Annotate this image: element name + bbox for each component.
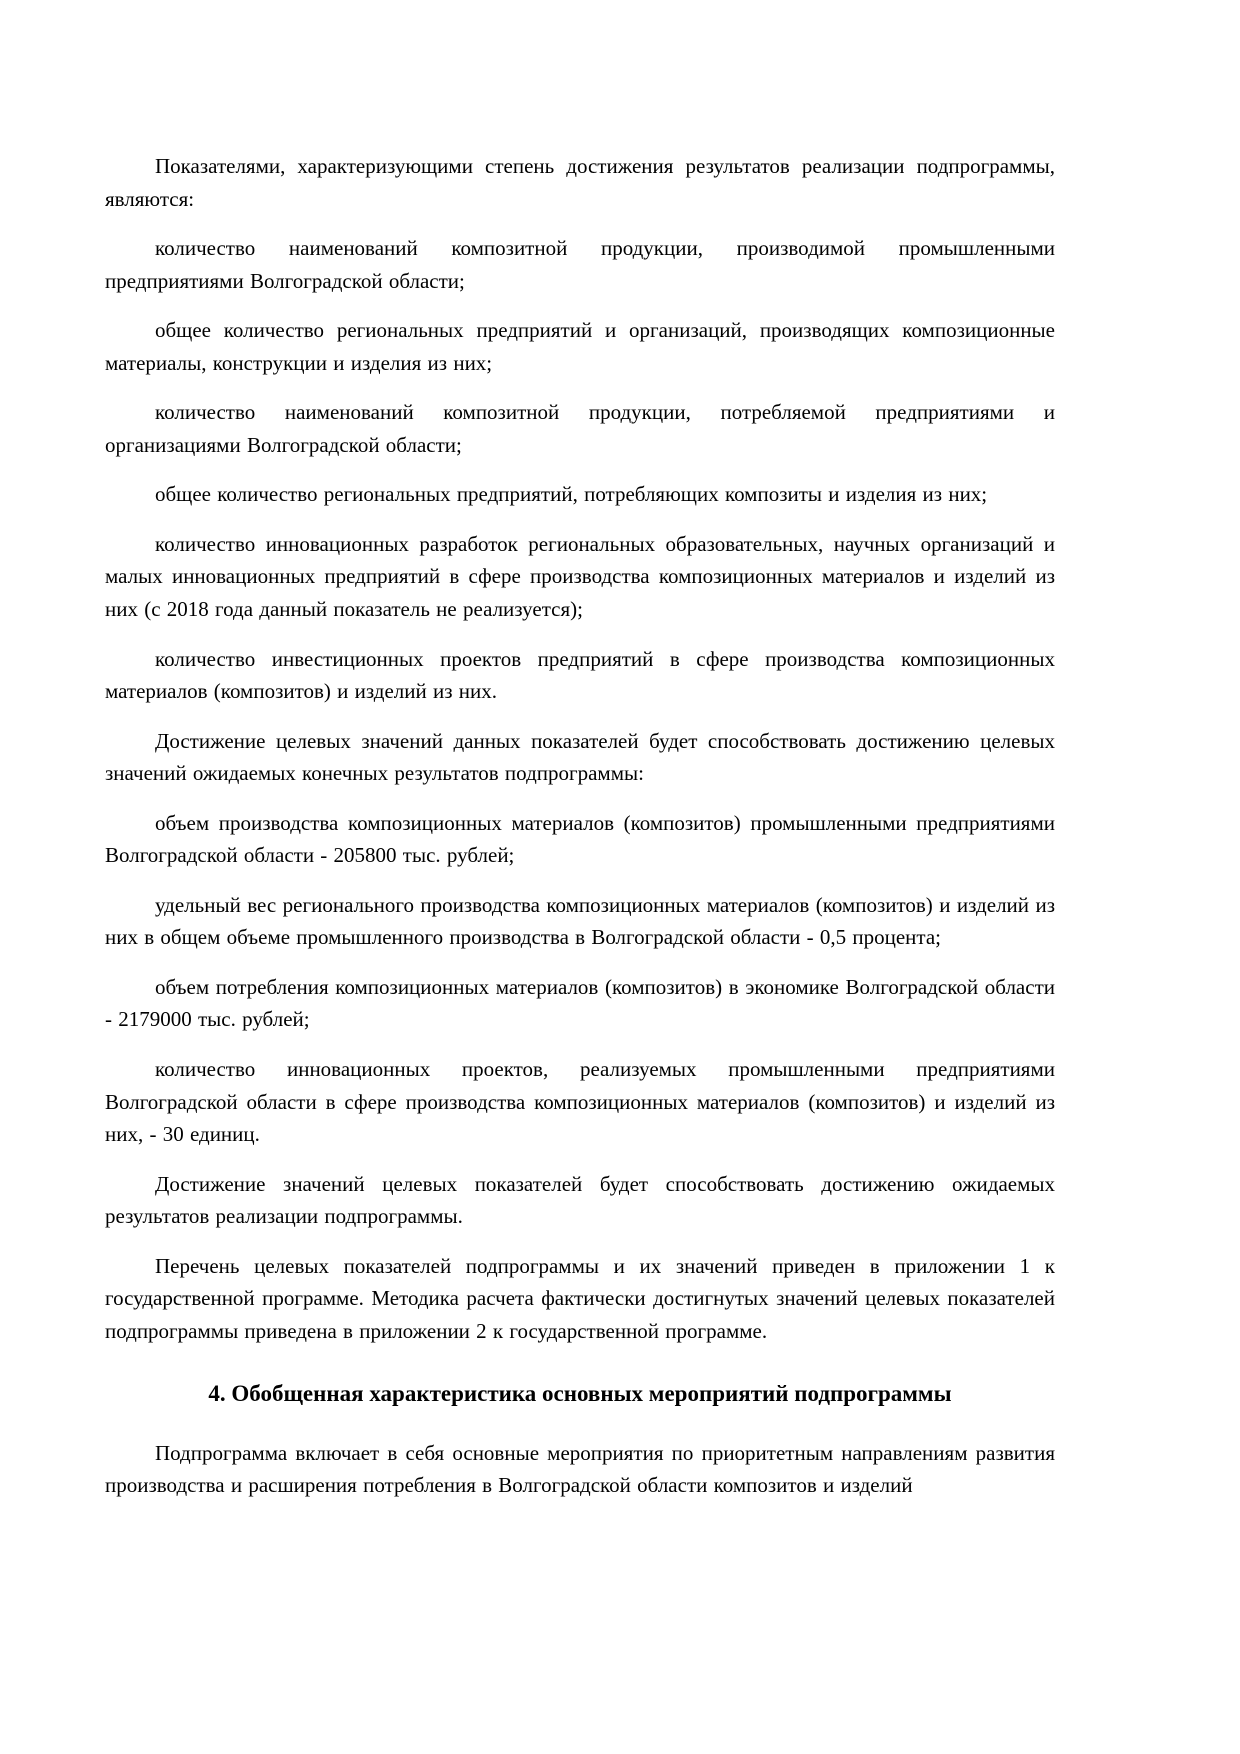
paragraph-indicator-1: количество наименований композитной продукции, производимой промышленными предприятиями Волгоградской области; bbox=[105, 236, 1055, 293]
paragraph-target-4: количество инновационных проектов, реализуемых промышленными предприятиями Волгоградской области в сфере производства композиционных материалов (композитов) и изделий из них, - 30 единиц. bbox=[105, 1057, 1055, 1147]
paragraph-appendix-reference: Перечень целевых показателей подпрограммы и их значений приведен в приложении 1 к государственной программе. Методика расчета фактически достигнутых значений целевых показателей подпрограммы приведена в приложении 2 к государственной программе. bbox=[105, 1253, 1055, 1343]
paragraph-target-3: объем потребления композиционных материалов (композитов) в экономике Волгоградской области - 2179000 тыс. рублей; bbox=[105, 974, 1055, 1032]
paragraph-indicator-3: количество наименований композитной продукции, потребляемой предприятиями и организациями Волгоградской области; bbox=[105, 400, 1055, 457]
paragraph-targets-intro: Достижение целевых значений данных показателей будет способствовать достижению целевых значений ожидаемых конечных результатов подпрограммы: bbox=[105, 728, 1055, 786]
paragraph-indicator-6: количество инвестиционных проектов предприятий в сфере производства композиционных материалов (композитов) и изделий из них. bbox=[105, 646, 1055, 704]
paragraph-achievement: Достижение значений целевых показателей будет способствовать достижению ожидаемых результатов реализации подпрограммы. bbox=[105, 1171, 1055, 1229]
section-heading: 4. Обобщенная характеристика основных мероприятий подпрограммы bbox=[208, 1381, 952, 1407]
paragraph-subprogram-measures: Подпрограмма включает в себя основные мероприятия по приоритетным направлениям развития производства и расширения потребления в Волгоградской области композитов и изделий bbox=[105, 1440, 1055, 1498]
paragraph-target-2: удельный вес регионального производства композиционных материалов (композитов) и изделий из них в общем объеме промышленного производства в Волгоградской области - 0,5 процента; bbox=[105, 892, 1055, 950]
paragraph-indicator-5: количество инновационных разработок региональных образовательных, научных организаций и малых инновационных предприятий в сфере производства композиционных материалов и изделий из них (с 2018 года данный показатель не реализуется); bbox=[105, 531, 1055, 622]
paragraph-target-1: объем производства композиционных материалов (композитов) промышленными предприятиями Волгоградской области - 205800 тыс. рублей; bbox=[105, 810, 1055, 868]
paragraph-indicator-4: общее количество региональных предприятий, потребляющих композиты и изделия из них; bbox=[155, 482, 988, 507]
paragraph-indicator-2: общее количество региональных предприятий и организаций, производящих композиционные материалы, конструкции и изделия из них; bbox=[105, 318, 1055, 375]
paragraph-indicators-intro: Показателями, характеризующими степень достижения результатов реализации подпрограммы, являются: bbox=[105, 154, 1055, 211]
